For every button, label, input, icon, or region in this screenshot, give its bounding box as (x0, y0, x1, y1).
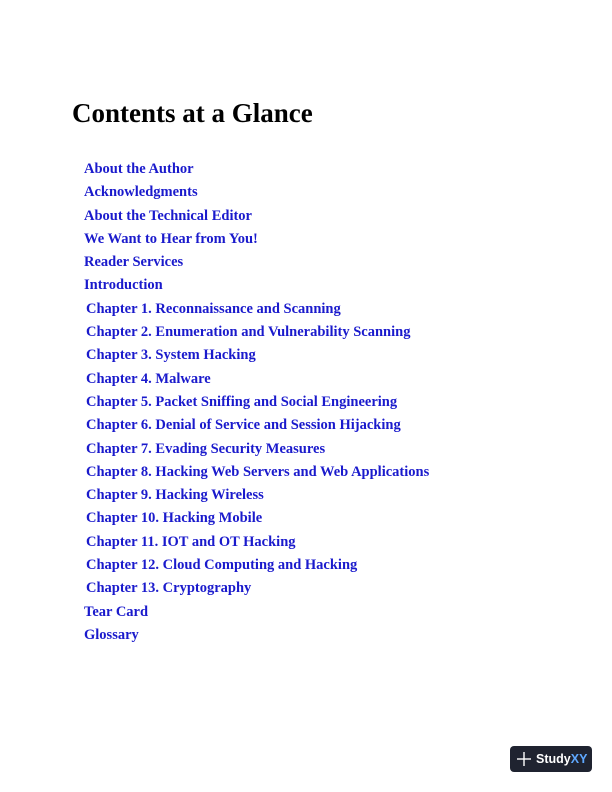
badge-brand-study: Study (536, 752, 571, 766)
toc-item (0, 506, 429, 529)
toc-item (0, 157, 429, 180)
toc-item (0, 180, 429, 203)
toc-item (0, 390, 429, 413)
toc-item (0, 297, 429, 320)
toc-link[interactable]: We Want to Hear from You! (84, 230, 258, 247)
toc-link[interactable]: Chapter 1. Reconnaissance and Scanning (86, 300, 341, 317)
toc-item (0, 343, 429, 366)
toc-item (0, 460, 429, 483)
toc-link[interactable]: Introduction (84, 277, 163, 294)
toc-item (0, 623, 429, 646)
studyxy-badge[interactable] (510, 746, 592, 772)
toc-link[interactable]: Glossary (84, 626, 139, 643)
toc-link[interactable]: Chapter 3. System Hacking (86, 347, 256, 364)
plus-icon (516, 751, 532, 767)
toc-link[interactable]: Chapter 8. Hacking Web Servers and Web Applications (86, 463, 430, 480)
page-title: Contents at a Glance (72, 98, 313, 128)
toc-link[interactable]: Chapter 12. Cloud Computing and Hacking (86, 557, 358, 574)
toc-item (0, 553, 429, 576)
toc-link[interactable]: Chapter 11. IOT and OT Hacking (86, 533, 296, 550)
toc-item (0, 413, 429, 436)
toc-link[interactable]: About the Technical Editor (84, 207, 252, 224)
toc-link[interactable]: Reader Services (84, 254, 184, 271)
toc-item (0, 437, 429, 460)
toc-item (0, 204, 429, 227)
toc-item (0, 320, 429, 343)
toc-link[interactable]: Chapter 7. Evading Security Measures (86, 440, 326, 457)
toc-link[interactable]: Chapter 5. Packet Sniffing and Social Engineering (86, 393, 398, 410)
toc-link[interactable]: About the Author (84, 161, 194, 177)
toc-item (0, 576, 429, 599)
badge-brand-xy: XY (570, 752, 588, 766)
toc-item (0, 530, 429, 553)
toc-link[interactable]: Chapter 10. Hacking Mobile (86, 510, 263, 527)
toc-link[interactable]: Chapter 4. Malware (86, 370, 211, 387)
toc-item (0, 483, 429, 506)
toc-item (0, 273, 429, 296)
toc-item (0, 227, 429, 250)
toc-link[interactable]: Chapter 9. Hacking Wireless (86, 487, 264, 504)
toc-link[interactable]: Tear Card (84, 603, 149, 620)
toc-item (0, 250, 429, 273)
toc-item (0, 600, 429, 623)
toc-item (0, 367, 429, 390)
toc-link[interactable]: Acknowledgments (84, 184, 198, 201)
toc-link[interactable]: Chapter 2. Enumeration and Vulnerability Scanning (86, 324, 411, 341)
toc-link[interactable]: Chapter 13. Cryptography (86, 580, 252, 597)
table-of-contents (0, 157, 429, 646)
toc-link[interactable]: Chapter 6. Denial of Service and Session Hijacking (86, 417, 401, 434)
